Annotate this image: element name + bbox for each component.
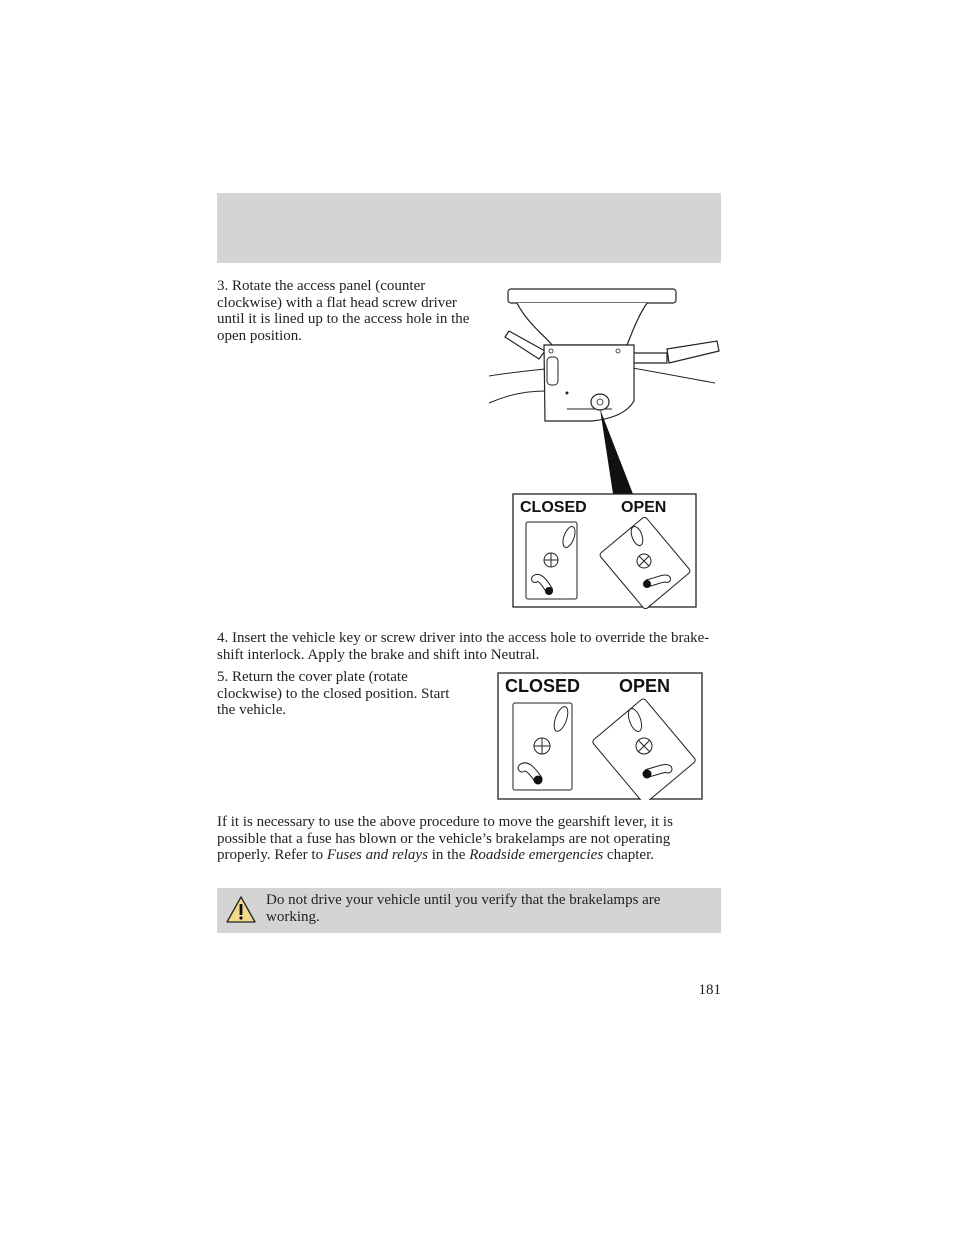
step-3-text: 3. Rotate the access panel (counter clockwise) with a flat head screw driver until it is lined up to the access hole in the open position. [217,278,470,344]
steering-column-illustration [487,283,721,609]
chapter-header-band [217,193,721,263]
note-text-part-3: chapter. [603,847,654,863]
step-4-text: 4. Insert the vehicle key or screw driver into the access hole to override the brake-shift interlock. Apply the brake and shift into Neutral. [217,630,710,663]
note-text-part-2: in the [427,847,470,863]
access-panel-positions-diagram [497,672,703,800]
page-number: 181 [698,982,721,998]
open-label-2: OPEN [619,676,671,696]
warning-box [217,888,721,933]
closed-label: CLOSED [520,499,587,516]
warning-text: Do not drive your vehicle until you verify that the brakelamps are working. [266,892,661,925]
note-text-part-1: If it is necessary to use the above procedure to move the gearshift lever, it is possible that a fuse has blown or the vehicle’s brakelamps are not operating properly. Refer to [217,814,673,863]
closed-panel-diagram [526,522,577,599]
closed-panel-diagram-2 [513,703,572,790]
roadside-emergencies-reference: Roadside emergencies [469,847,604,863]
step-5-text: 5. Return the cover plate (rotate clockwise) to the closed position. Start the vehicle. [217,669,450,718]
interlock-note-paragraph [217,814,722,864]
warning-triangle-icon [225,895,257,925]
fuses-and-relays-reference: Fuses and relays [326,847,428,863]
open-label: OPEN [621,499,667,516]
closed-label-2: CLOSED [505,676,581,696]
